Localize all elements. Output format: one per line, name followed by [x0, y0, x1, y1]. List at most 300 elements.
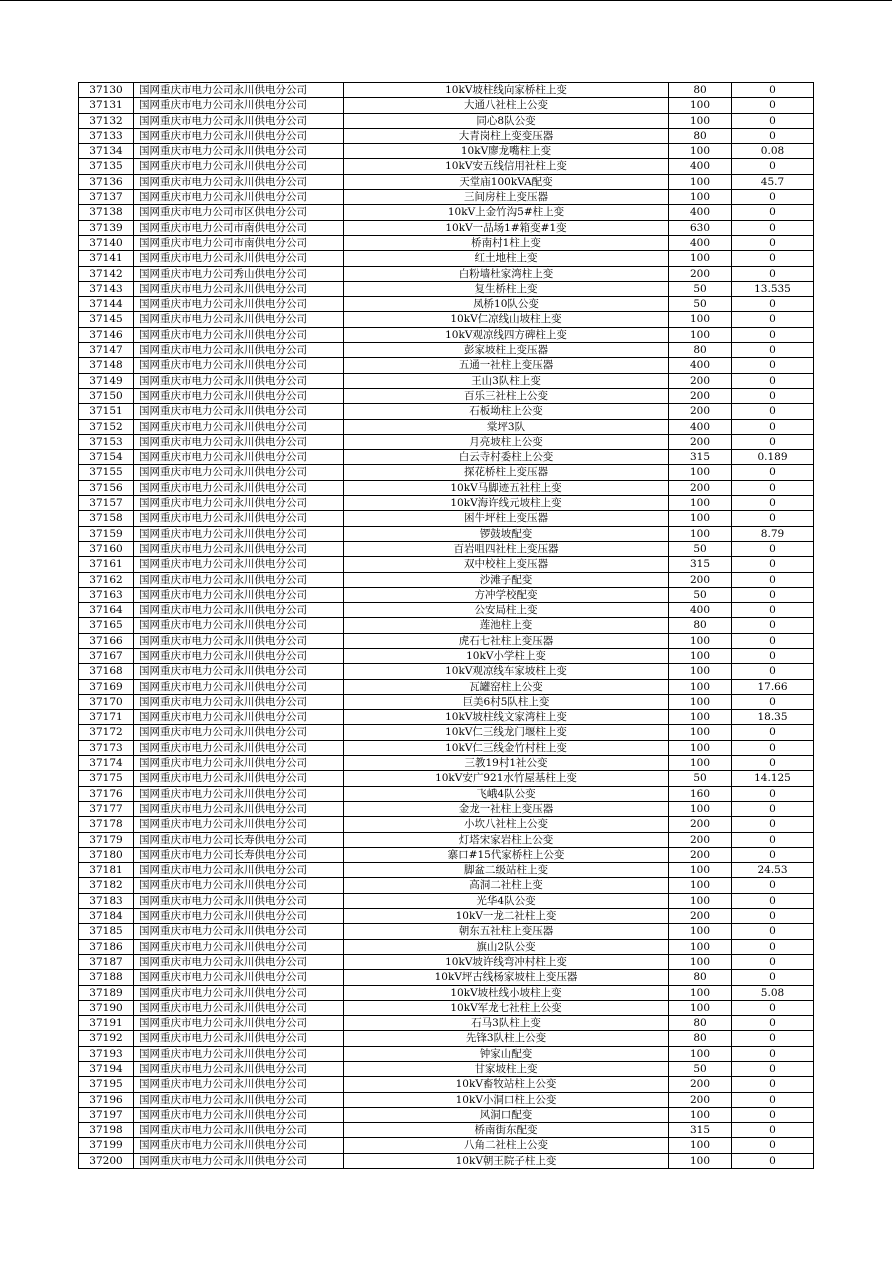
capacity-cell: 200 [669, 847, 732, 862]
row-id-cell: 37140 [79, 235, 134, 250]
transformer-name-cell: 八角二社柱上公变 [344, 1138, 669, 1153]
company-cell: 国网重庆市电力公司永川供电分公司 [134, 1077, 344, 1092]
capacity-cell: 100 [669, 251, 732, 266]
capacity-cell: 200 [669, 480, 732, 495]
company-cell: 国网重庆市电力公司永川供电分公司 [134, 98, 344, 113]
table-row [79, 924, 814, 939]
row-id-cell: 37163 [79, 587, 134, 602]
table-row [79, 756, 814, 771]
capacity-cell: 400 [669, 419, 732, 434]
table-row [79, 450, 814, 465]
capacity-cell: 100 [669, 174, 732, 189]
table-row [79, 893, 814, 908]
value-cell: 24.53 [732, 863, 814, 878]
capacity-cell: 80 [669, 1031, 732, 1046]
table-row [79, 694, 814, 709]
capacity-cell: 50 [669, 587, 732, 602]
value-cell: 0 [732, 740, 814, 755]
capacity-cell: 100 [669, 1153, 732, 1168]
company-cell: 国网重庆市电力公司永川供电分公司 [134, 1107, 344, 1122]
row-id-cell: 37198 [79, 1123, 134, 1138]
transformer-name-cell: 小坎八社柱上公变 [344, 817, 669, 832]
value-cell: 0 [732, 970, 814, 985]
capacity-cell: 100 [669, 893, 732, 908]
company-cell: 国网重庆市电力公司永川供电分公司 [134, 1031, 344, 1046]
value-cell: 0 [732, 83, 814, 98]
value-cell: 0 [732, 557, 814, 572]
table-row [79, 817, 814, 832]
capacity-cell: 100 [669, 113, 732, 128]
company-cell: 国网重庆市电力公司永川供电分公司 [134, 144, 344, 159]
row-id-cell: 37164 [79, 603, 134, 618]
table-row [79, 496, 814, 511]
company-cell: 国网重庆市电力公司永川供电分公司 [134, 786, 344, 801]
table-row [79, 633, 814, 648]
value-cell: 0 [732, 404, 814, 419]
transformer-name-cell: 10kV坡杜线小坡柱上变 [344, 985, 669, 1000]
company-cell: 国网重庆市电力公司永川供电分公司 [134, 954, 344, 969]
value-cell: 0 [732, 756, 814, 771]
transformer-name-cell: 旗山2队公变 [344, 939, 669, 954]
row-id-cell: 37171 [79, 710, 134, 725]
row-id-cell: 37194 [79, 1062, 134, 1077]
row-id-cell: 37136 [79, 174, 134, 189]
transformer-name-cell: 巨美6村5队柱上变 [344, 694, 669, 709]
company-cell: 国网重庆市电力公司秀山供电分公司 [134, 266, 344, 281]
company-cell: 国网重庆市电力公司永川供电分公司 [134, 679, 344, 694]
transformer-name-cell: 王山3队柱上变 [344, 373, 669, 388]
company-cell: 国网重庆市电力公司永川供电分公司 [134, 909, 344, 924]
row-id-cell: 37166 [79, 633, 134, 648]
capacity-cell: 200 [669, 1092, 732, 1107]
value-cell: 0 [732, 893, 814, 908]
company-cell: 国网重庆市电力公司永川供电分公司 [134, 465, 344, 480]
company-cell: 国网重庆市电力公司永川供电分公司 [134, 801, 344, 816]
row-id-cell: 37145 [79, 312, 134, 327]
table-row [79, 603, 814, 618]
value-cell: 0 [732, 1077, 814, 1092]
table-row [79, 297, 814, 312]
table-row [79, 113, 814, 128]
capacity-cell: 100 [669, 526, 732, 541]
row-id-cell: 37172 [79, 725, 134, 740]
row-id-cell: 37165 [79, 618, 134, 633]
capacity-cell: 50 [669, 297, 732, 312]
row-id-cell: 37161 [79, 557, 134, 572]
capacity-cell: 100 [669, 1107, 732, 1122]
table-row [79, 190, 814, 205]
value-cell: 0 [732, 909, 814, 924]
table-row [79, 434, 814, 449]
company-cell: 国网重庆市电力公司永川供电分公司 [134, 970, 344, 985]
value-cell: 0 [732, 694, 814, 709]
row-id-cell: 37181 [79, 863, 134, 878]
capacity-cell: 100 [669, 694, 732, 709]
row-id-cell: 37185 [79, 924, 134, 939]
capacity-cell: 100 [669, 496, 732, 511]
transformer-name-cell: 同心8队公变 [344, 113, 669, 128]
capacity-cell: 100 [669, 954, 732, 969]
row-id-cell: 37162 [79, 572, 134, 587]
transformer-name-cell: 灯塔宋家岩柱上公变 [344, 832, 669, 847]
value-cell: 18.35 [732, 710, 814, 725]
table-row [79, 725, 814, 740]
row-id-cell: 37160 [79, 541, 134, 556]
value-cell: 14.125 [732, 771, 814, 786]
row-id-cell: 37179 [79, 832, 134, 847]
page-top-rule [0, 0, 892, 1]
value-cell: 0 [732, 648, 814, 663]
company-cell: 国网重庆市电力公司永川供电分公司 [134, 1153, 344, 1168]
table-row [79, 541, 814, 556]
row-id-cell: 37130 [79, 83, 134, 98]
table-row [79, 343, 814, 358]
company-cell: 国网重庆市电力公司永川供电分公司 [134, 297, 344, 312]
row-id-cell: 37180 [79, 847, 134, 862]
value-cell: 0 [732, 1031, 814, 1046]
transformer-name-cell: 10kV马脚迹五社柱上变 [344, 480, 669, 495]
transformer-name-cell: 10kV海许线元坡柱上变 [344, 496, 669, 511]
company-cell: 国网重庆市电力公司永川供电分公司 [134, 1016, 344, 1031]
row-id-cell: 37167 [79, 648, 134, 663]
company-cell: 国网重庆市电力公司永川供电分公司 [134, 480, 344, 495]
value-cell: 0 [732, 251, 814, 266]
row-id-cell: 37135 [79, 159, 134, 174]
transformer-name-cell: 百岩咀四社柱上变压器 [344, 541, 669, 556]
capacity-cell: 100 [669, 98, 732, 113]
table-row [79, 1000, 814, 1015]
company-cell: 国网重庆市电力公司永川供电分公司 [134, 434, 344, 449]
value-cell: 0 [732, 190, 814, 205]
company-cell: 国网重庆市电力公司永川供电分公司 [134, 388, 344, 403]
transformer-name-cell: 百乐三社柱上公变 [344, 388, 669, 403]
value-cell: 0 [732, 98, 814, 113]
value-cell: 0 [732, 1092, 814, 1107]
row-id-cell: 37170 [79, 694, 134, 709]
capacity-cell: 200 [669, 832, 732, 847]
value-cell: 0.189 [732, 450, 814, 465]
transformer-name-cell: 10kV坡柱线文家湾柱上变 [344, 710, 669, 725]
transformer-name-cell: 10kV安广921水竹屋基柱上变 [344, 771, 669, 786]
company-cell: 国网重庆市电力公司永川供电分公司 [134, 1092, 344, 1107]
row-id-cell: 37190 [79, 1000, 134, 1015]
transformer-name-cell: 桥南街东配变 [344, 1123, 669, 1138]
company-cell: 国网重庆市电力公司永川供电分公司 [134, 939, 344, 954]
value-cell: 45.7 [732, 174, 814, 189]
row-id-cell: 37158 [79, 511, 134, 526]
table-row [79, 1153, 814, 1168]
company-cell: 国网重庆市电力公司永川供电分公司 [134, 327, 344, 342]
capacity-cell: 100 [669, 924, 732, 939]
capacity-cell: 100 [669, 1138, 732, 1153]
row-id-cell: 37142 [79, 266, 134, 281]
company-cell: 国网重庆市电力公司永川供电分公司 [134, 251, 344, 266]
table-row [79, 327, 814, 342]
value-cell: 0 [732, 603, 814, 618]
table-row [79, 679, 814, 694]
company-cell: 国网重庆市电力公司永川供电分公司 [134, 511, 344, 526]
company-cell: 国网重庆市电力公司永川供电分公司 [134, 159, 344, 174]
capacity-cell: 80 [669, 618, 732, 633]
transformer-name-cell: 大通八社柱上公变 [344, 98, 669, 113]
table-row [79, 281, 814, 296]
row-id-cell: 37183 [79, 893, 134, 908]
capacity-cell: 100 [669, 648, 732, 663]
transformer-name-cell: 双中校柱上变压器 [344, 557, 669, 572]
table-row [79, 144, 814, 159]
transformer-name-cell: 三间房柱上变压器 [344, 190, 669, 205]
capacity-cell: 400 [669, 159, 732, 174]
value-cell: 0 [732, 1016, 814, 1031]
transformer-name-cell: 10kV仁三线金竹村柱上变 [344, 740, 669, 755]
row-id-cell: 37152 [79, 419, 134, 434]
transformer-name-cell: 10kV坡柱线向家桥柱上变 [344, 83, 669, 98]
transformer-name-cell: 朝东五社柱上变压器 [344, 924, 669, 939]
table-row [79, 388, 814, 403]
capacity-cell: 200 [669, 434, 732, 449]
company-cell: 国网重庆市电力公司市区供电分公司 [134, 205, 344, 220]
transformer-name-cell: 棠坪3队 [344, 419, 669, 434]
company-cell: 国网重庆市电力公司永川供电分公司 [134, 404, 344, 419]
table-row [79, 1046, 814, 1061]
value-cell: 0 [732, 358, 814, 373]
value-cell: 0 [732, 388, 814, 403]
table-row [79, 1092, 814, 1107]
capacity-cell: 100 [669, 939, 732, 954]
capacity-cell: 100 [669, 863, 732, 878]
value-cell: 0 [732, 511, 814, 526]
value-cell: 0 [732, 664, 814, 679]
company-cell: 国网重庆市电力公司永川供电分公司 [134, 985, 344, 1000]
capacity-cell: 100 [669, 985, 732, 1000]
capacity-cell: 200 [669, 817, 732, 832]
value-cell: 0 [732, 786, 814, 801]
capacity-cell: 80 [669, 970, 732, 985]
row-id-cell: 37192 [79, 1031, 134, 1046]
value-cell: 0 [732, 266, 814, 281]
table-row [79, 1016, 814, 1031]
company-cell: 国网重庆市电力公司永川供电分公司 [134, 174, 344, 189]
value-cell: 0.08 [732, 144, 814, 159]
value-cell: 0 [732, 633, 814, 648]
table-row [79, 847, 814, 862]
transformer-name-cell: 红土地柱上变 [344, 251, 669, 266]
row-id-cell: 37134 [79, 144, 134, 159]
table-row [79, 128, 814, 143]
value-cell: 0 [732, 1062, 814, 1077]
company-cell: 国网重庆市电力公司长寿供电分公司 [134, 832, 344, 847]
value-cell: 0 [732, 235, 814, 250]
table-row [79, 557, 814, 572]
capacity-cell: 160 [669, 786, 732, 801]
value-cell: 0 [732, 312, 814, 327]
capacity-cell: 50 [669, 281, 732, 296]
value-cell: 0 [732, 419, 814, 434]
value-cell: 0 [732, 297, 814, 312]
value-cell: 0 [732, 496, 814, 511]
row-id-cell: 37182 [79, 878, 134, 893]
value-cell: 0 [732, 541, 814, 556]
value-cell: 0 [732, 128, 814, 143]
capacity-cell: 50 [669, 541, 732, 556]
capacity-cell: 100 [669, 725, 732, 740]
table-row [79, 480, 814, 495]
transformer-name-cell: 10kV一龙二社柱上变 [344, 909, 669, 924]
transformer-name-cell: 困牛坪柱上变压器 [344, 511, 669, 526]
row-id-cell: 37197 [79, 1107, 134, 1122]
company-cell: 国网重庆市电力公司永川供电分公司 [134, 343, 344, 358]
value-cell: 0 [732, 1153, 814, 1168]
row-id-cell: 37156 [79, 480, 134, 495]
transformer-name-cell: 先锋3队柱上公变 [344, 1031, 669, 1046]
row-id-cell: 37157 [79, 496, 134, 511]
transformer-name-cell: 高洞二社柱上变 [344, 878, 669, 893]
row-id-cell: 37143 [79, 281, 134, 296]
company-cell: 国网重庆市电力公司永川供电分公司 [134, 83, 344, 98]
table-row [79, 511, 814, 526]
capacity-cell: 100 [669, 801, 732, 816]
capacity-cell: 100 [669, 465, 732, 480]
transformer-name-cell: 方冲学校配变 [344, 587, 669, 602]
company-cell: 国网重庆市电力公司永川供电分公司 [134, 496, 344, 511]
value-cell: 0 [732, 159, 814, 174]
company-cell: 国网重庆市电力公司永川供电分公司 [134, 557, 344, 572]
value-cell: 0 [732, 373, 814, 388]
value-cell: 0 [732, 205, 814, 220]
capacity-cell: 100 [669, 740, 732, 755]
capacity-cell: 100 [669, 511, 732, 526]
table-row [79, 587, 814, 602]
row-id-cell: 37200 [79, 1153, 134, 1168]
transformer-name-cell: 公安局柱上变 [344, 603, 669, 618]
transformer-name-cell: 锣鼓坡配变 [344, 526, 669, 541]
transformer-name-cell: 寨口#15代家桥柱上公变 [344, 847, 669, 862]
row-id-cell: 37159 [79, 526, 134, 541]
capacity-cell: 630 [669, 220, 732, 235]
transformer-name-cell: 10kV观凉线车家坡柱上变 [344, 664, 669, 679]
company-cell: 国网重庆市电力公司永川供电分公司 [134, 1046, 344, 1061]
capacity-cell: 200 [669, 266, 732, 281]
table-row [79, 954, 814, 969]
transformer-name-cell: 天堂庙100kVA配变 [344, 174, 669, 189]
company-cell: 国网重庆市电力公司永川供电分公司 [134, 358, 344, 373]
value-cell: 8.79 [732, 526, 814, 541]
transformer-name-cell: 大青岗柱上变变压器 [344, 128, 669, 143]
capacity-cell: 315 [669, 1123, 732, 1138]
capacity-cell: 80 [669, 1016, 732, 1031]
table-row [79, 220, 814, 235]
transformer-name-cell: 10kV朝王院子柱上变 [344, 1153, 669, 1168]
table-row [79, 465, 814, 480]
transformer-name-cell: 桥南村1柱上变 [344, 235, 669, 250]
value-cell: 0 [732, 1000, 814, 1015]
value-cell: 0 [732, 343, 814, 358]
transformer-name-cell: 10kV安五线信用社柱上变 [344, 159, 669, 174]
company-cell: 国网重庆市电力公司永川供电分公司 [134, 128, 344, 143]
capacity-cell: 80 [669, 83, 732, 98]
transformer-name-cell: 凤桥10队公变 [344, 297, 669, 312]
transformer-name-cell: 沙滩子配变 [344, 572, 669, 587]
capacity-cell: 100 [669, 878, 732, 893]
value-cell: 0 [732, 327, 814, 342]
table-row [79, 235, 814, 250]
value-cell: 0 [732, 939, 814, 954]
value-cell: 0 [732, 817, 814, 832]
capacity-cell: 80 [669, 343, 732, 358]
transformer-name-cell: 10kV军龙七社柱上公变 [344, 1000, 669, 1015]
transformer-table [78, 82, 814, 1169]
capacity-cell: 200 [669, 373, 732, 388]
capacity-cell: 400 [669, 603, 732, 618]
transformer-name-cell: 彭家坡柱上变压器 [344, 343, 669, 358]
table-body [79, 83, 814, 1169]
transformer-name-cell: 10kV廖龙嘴柱上变 [344, 144, 669, 159]
table-row [79, 83, 814, 98]
table-row [79, 1107, 814, 1122]
table-row [79, 419, 814, 434]
company-cell: 国网重庆市电力公司长寿供电分公司 [134, 847, 344, 862]
value-cell: 5.08 [732, 985, 814, 1000]
row-id-cell: 37132 [79, 113, 134, 128]
capacity-cell: 100 [669, 1046, 732, 1061]
row-id-cell: 37195 [79, 1077, 134, 1092]
transformer-name-cell: 10kV仁凉线山坡柱上变 [344, 312, 669, 327]
row-id-cell: 37187 [79, 954, 134, 969]
transformer-name-cell: 10kV小学柱上变 [344, 648, 669, 663]
value-cell: 0 [732, 725, 814, 740]
capacity-cell: 400 [669, 358, 732, 373]
capacity-cell: 400 [669, 235, 732, 250]
row-id-cell: 37174 [79, 756, 134, 771]
company-cell: 国网重庆市电力公司永川供电分公司 [134, 587, 344, 602]
table-row [79, 312, 814, 327]
row-id-cell: 37137 [79, 190, 134, 205]
table-row [79, 1077, 814, 1092]
transformer-name-cell: 钟家山配变 [344, 1046, 669, 1061]
capacity-cell: 80 [669, 128, 732, 143]
transformer-name-cell: 三教19村1社公变 [344, 756, 669, 771]
capacity-cell: 315 [669, 557, 732, 572]
table-row [79, 618, 814, 633]
transformer-name-cell: 飞峨4队公变 [344, 786, 669, 801]
table-row [79, 710, 814, 725]
value-cell: 0 [732, 924, 814, 939]
transformer-name-cell: 脚盆二级站柱上变 [344, 863, 669, 878]
company-cell: 国网重庆市电力公司永川供电分公司 [134, 281, 344, 296]
company-cell: 国网重庆市电力公司永川供电分公司 [134, 1062, 344, 1077]
row-id-cell: 37153 [79, 434, 134, 449]
company-cell: 国网重庆市电力公司永川供电分公司 [134, 863, 344, 878]
transformer-name-cell: 10kV畜牧站柱上公变 [344, 1077, 669, 1092]
company-cell: 国网重庆市电力公司永川供电分公司 [134, 190, 344, 205]
row-id-cell: 37196 [79, 1092, 134, 1107]
value-cell: 0 [732, 465, 814, 480]
capacity-cell: 315 [669, 450, 732, 465]
value-cell: 0 [732, 113, 814, 128]
company-cell: 国网重庆市电力公司永川供电分公司 [134, 419, 344, 434]
row-id-cell: 37147 [79, 343, 134, 358]
row-id-cell: 37176 [79, 786, 134, 801]
row-id-cell: 37131 [79, 98, 134, 113]
transformer-name-cell: 探花桥柱上变压器 [344, 465, 669, 480]
transformer-name-cell: 白粉墙杜家湾柱上变 [344, 266, 669, 281]
row-id-cell: 37133 [79, 128, 134, 143]
table-row [79, 358, 814, 373]
table-row [79, 572, 814, 587]
transformer-name-cell: 金龙一社柱上变压器 [344, 801, 669, 816]
company-cell: 国网重庆市电力公司永川供电分公司 [134, 312, 344, 327]
transformer-name-cell: 石马3队柱上变 [344, 1016, 669, 1031]
